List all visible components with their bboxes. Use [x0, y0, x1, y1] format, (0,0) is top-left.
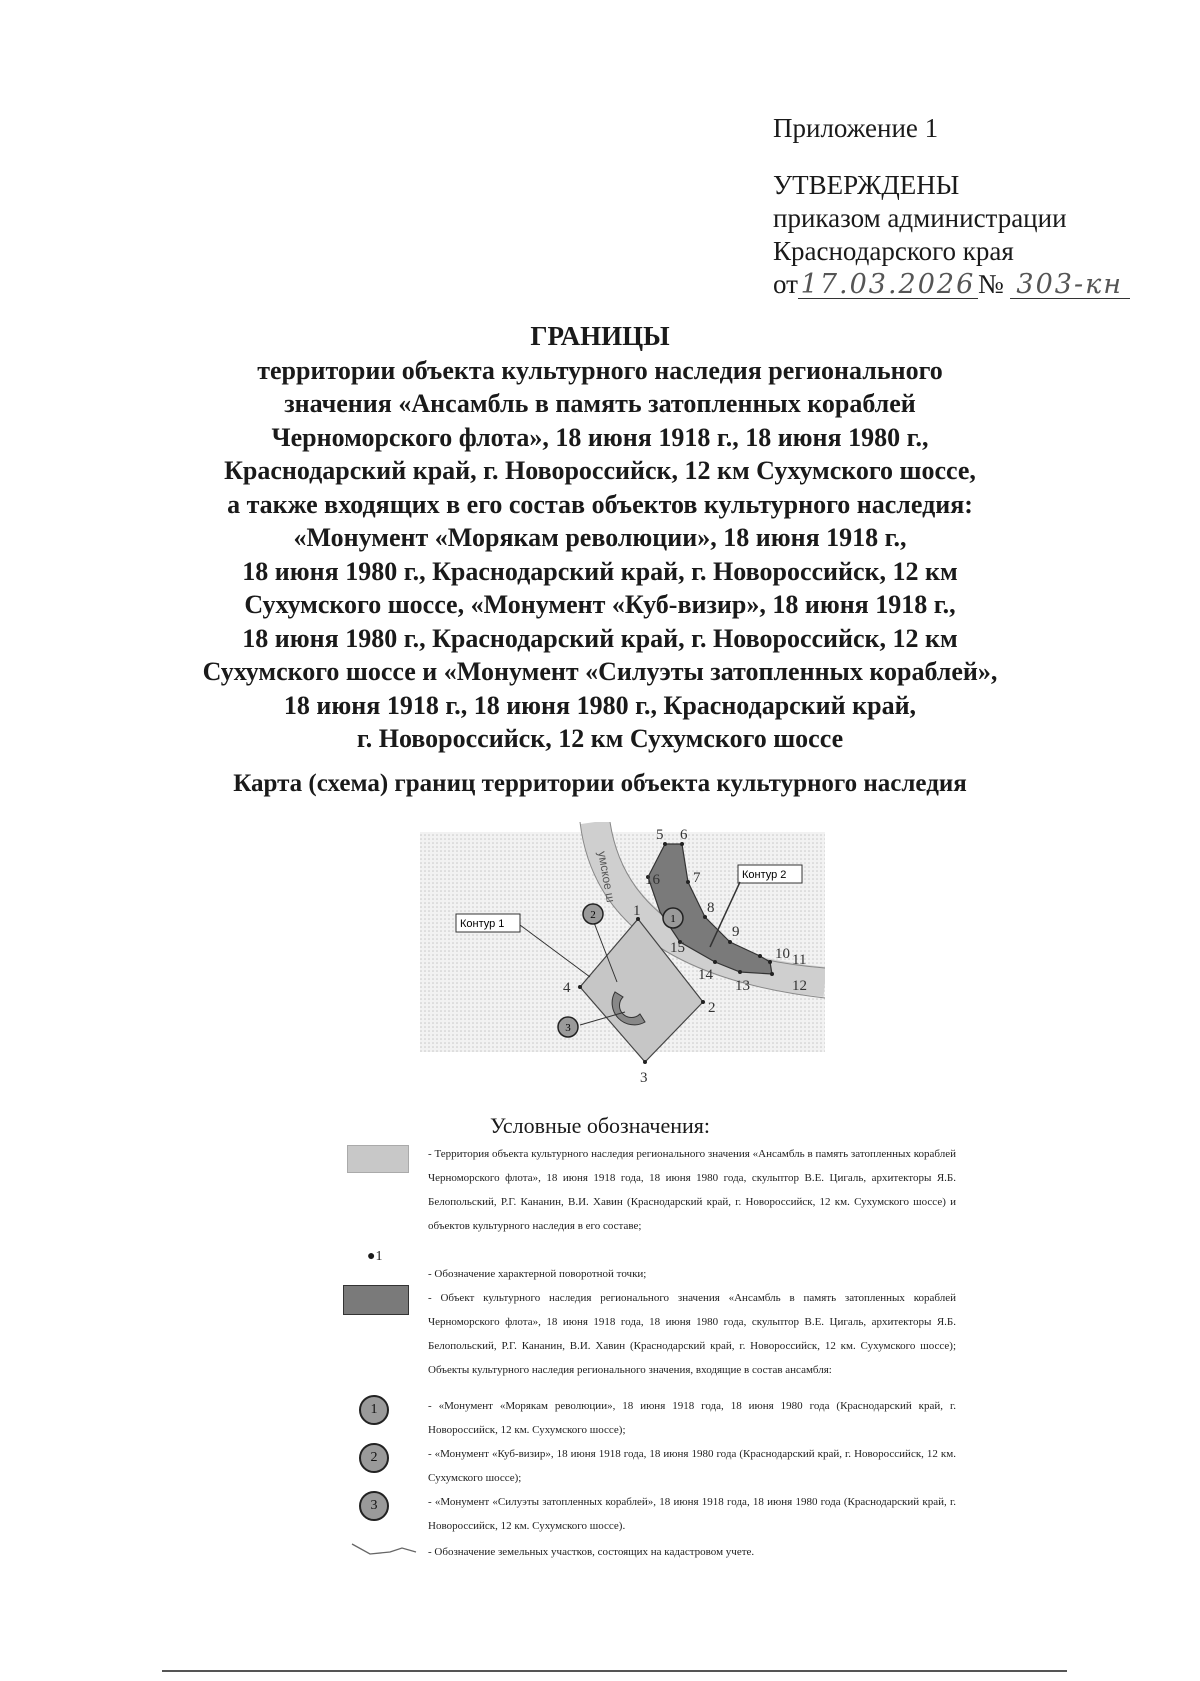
order-number: 303-кн — [1010, 272, 1130, 299]
from-prefix: от — [773, 269, 798, 299]
point-label: 10 — [775, 946, 790, 962]
turn-point — [686, 880, 690, 884]
title-line: Краснодарский край, г. Новороссийск, 12 км Сухумского шоссе, — [224, 456, 976, 485]
point-label: 1 — [633, 903, 641, 919]
boundary-map — [420, 822, 825, 1087]
turn-point — [768, 960, 772, 964]
turn-point — [728, 940, 732, 944]
approved-label: УТВЕРЖДЕНЫ — [773, 170, 960, 200]
turn-point — [738, 970, 742, 974]
title-line: 18 июня 1918 г., 18 июня 1980 г., Краснодарский край, — [283, 690, 917, 720]
bottom-rule — [162, 1670, 1067, 1672]
approval-date-line — [773, 268, 1130, 301]
order-date: 17.03.2026 — [798, 272, 978, 299]
point-label: 3 — [640, 1070, 648, 1086]
marker-3-symbol: 3 — [359, 1491, 389, 1521]
title-line: 18 июня 1980 г., Краснодарский край, г. Новороссийск, 12 км — [242, 556, 958, 586]
turn-point-symbol: ●1 — [367, 1249, 383, 1264]
point-label: 16 — [645, 872, 660, 888]
title-line: значения «Ансамбль в память затопленных кораблей — [284, 389, 916, 418]
point-label: 7 — [693, 870, 701, 886]
approval-line-2: Краснодарского края — [773, 236, 1014, 266]
point-label: 15 — [670, 940, 685, 956]
point-label: 11 — [792, 952, 807, 968]
cadastral-symbol — [350, 1540, 420, 1560]
title-line: «Монумент «Морякам революции», 18 июня 1918 г., — [293, 523, 907, 552]
title-line: а также входящих в его состав объектов культурного наследия: — [227, 489, 973, 519]
legend-item: - Территория объекта культурного наследия регионального значения «Ансамбль в память затопленных кораблей Черноморского флота», 18 июня 1918 года, 18 июня 1980 года, скульптор В.Е. Цигаль, архитекторы Я.Б. Белопольский, Р.Г. Кананин, В.И. Хавин (Краснодарский край, г. Новороссийск, 12 км. Сухумского шоссе) и объектов культурного наследия в его составе; — [428, 1148, 956, 1232]
legend-item: - «Монумент «Силуэты затопленных кораблей», 18 июня 1918 года, 18 июня 1980 года (Краснодарский край, г. Новороссийск, 12 км. Сухумского шоссе). — [428, 1496, 956, 1532]
point-label: 13 — [735, 978, 750, 994]
turn-point — [770, 972, 774, 976]
approval-block — [773, 112, 1130, 301]
contour-1-label: Контур 1 — [460, 918, 505, 930]
point-label: 4 — [563, 980, 571, 996]
appendix-label: Приложение 1 — [773, 113, 939, 143]
document-title — [0, 320, 1200, 756]
road-label: умское ш — [595, 850, 618, 904]
turn-point — [663, 842, 667, 846]
approval-line-1: приказом администрации — [773, 203, 1067, 233]
marker-2-symbol: 2 — [359, 1443, 389, 1473]
map-title: Карта (схема) границ территории объекта культурного наследия — [233, 770, 967, 797]
legend-item: - «Монумент «Куб-визир», 18 июня 1918 года, 18 июня 1980 года (Краснодарский край, г. Новороссийск, 12 км. Сухумского шоссе); — [428, 1448, 956, 1484]
legend-item: - «Монумент «Морякам революции», 18 июня 1918 года, 18 июня 1980 года (Краснодарский край, г. Новороссийск, 12 км. Сухумского шоссе); — [428, 1400, 956, 1436]
point-label: 8 — [707, 900, 715, 916]
turn-point — [713, 960, 717, 964]
point-label: 12 — [792, 978, 807, 994]
title-line: г. Новороссийск, 12 км Сухумского шоссе — [356, 724, 844, 753]
turn-point — [758, 954, 762, 958]
turn-point-symbol-label: 1 — [375, 1249, 383, 1264]
title-heading: ГРАНИЦЫ — [530, 321, 670, 351]
title-line: 18 июня 1980 г., Краснодарский край, г. Новороссийск, 12 км — [242, 623, 958, 653]
point-label: 6 — [680, 827, 688, 843]
legend-title: Условные обозначения: — [489, 1113, 711, 1138]
number-prefix: № — [977, 269, 1004, 299]
point-label: 14 — [698, 967, 713, 983]
title-line: Сухумского шоссе, «Монумент «Куб-визир», 18 июня 1918 г., — [244, 590, 956, 619]
marker-3-label: 3 — [565, 1022, 571, 1034]
turn-point — [643, 1060, 647, 1064]
title-line: территории объекта культурного наследия регионального — [257, 355, 943, 385]
title-line: Черноморского флота», 18 июня 1918 г., 18 июня 1980 г., — [271, 422, 929, 452]
marker-1-label: 1 — [670, 913, 676, 925]
object-symbol — [343, 1285, 409, 1315]
point-label: 2 — [708, 1000, 716, 1016]
legend-item: - Объект культурного наследия регионального значения «Ансамбль в память затопленных кораблей Черноморского флота», 18 июня 1918 года, 18 июня 1980 года, скульптор В.Е. Цигаль, архитекторы Я.Б. Белопольский, Р.Г. Кананин, В.И. Хавин (Краснодарский край, г. Новороссийск, 12 км. Сухумского шоссе); Объекты культурного наследия регионального значения, входящие в состав ансамбля: — [428, 1292, 956, 1376]
point-label: 9 — [732, 924, 740, 940]
contour-2-label: Контур 2 — [742, 869, 787, 881]
marker-2-label: 2 — [590, 909, 596, 921]
legend-item: - Обозначение земельных участков, состоящих на кадастровом учете. — [428, 1546, 755, 1558]
legend-item: - Обозначение характерной поворотной точки; — [428, 1268, 647, 1280]
title-line: Сухумского шоссе и «Монумент «Силуэты затопленных кораблей», — [202, 657, 998, 686]
point-label: 5 — [656, 827, 664, 843]
turn-point — [578, 985, 582, 989]
territory-symbol — [347, 1145, 409, 1173]
turn-point — [701, 1000, 705, 1004]
marker-1-symbol: 1 — [359, 1395, 389, 1425]
